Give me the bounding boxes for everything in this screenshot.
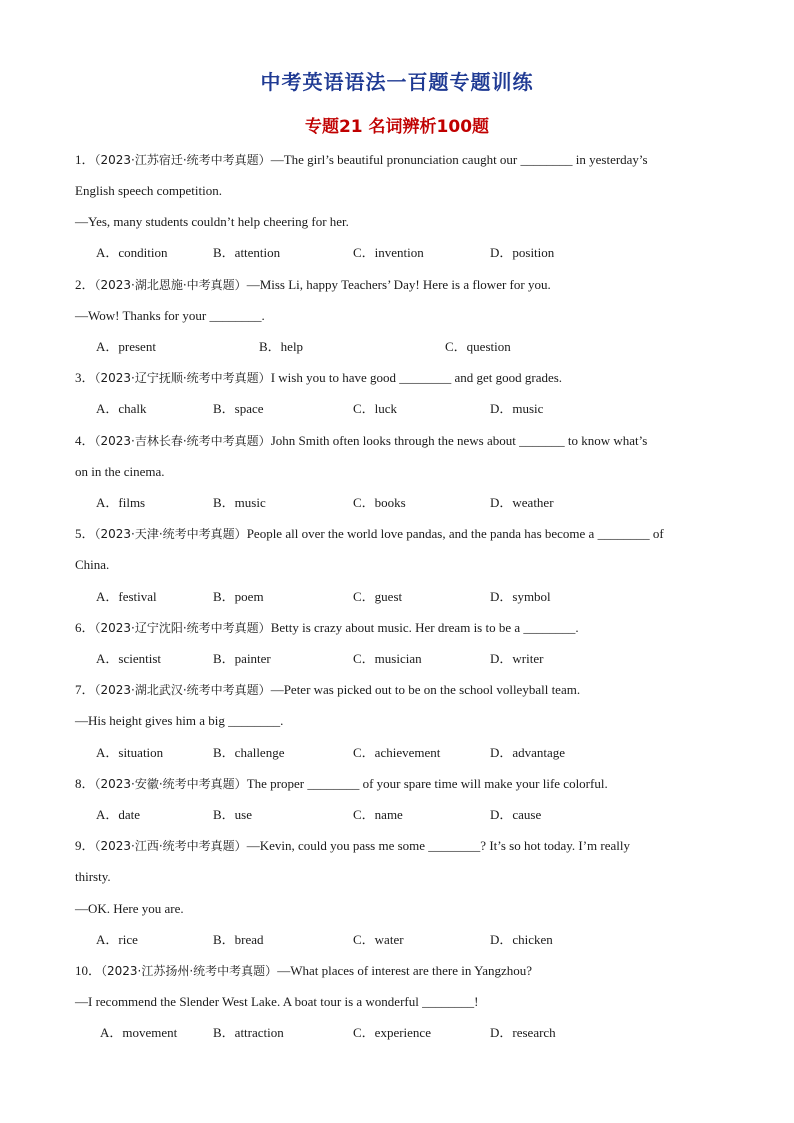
question-number: 9． [75, 838, 95, 853]
option-d: D．advantage [490, 745, 566, 760]
option-b: B．attraction [213, 1025, 284, 1040]
option-c: C．luck [353, 401, 398, 416]
question-source: （2023·江西·统考中考真题） [94, 839, 247, 853]
option-b: B．use [213, 807, 253, 822]
option-c: C．books [353, 495, 406, 510]
option-a: A．date [96, 807, 141, 822]
option-a: A．scientist [96, 651, 161, 666]
question-text-continued: —OK. Here you are. [75, 901, 184, 916]
option-c: C．name [353, 807, 403, 822]
question-6 [75, 620, 579, 636]
option-c: C．guest [353, 589, 403, 604]
question-text: —Peter was picked out to be on the school volleyball team. [270, 682, 581, 697]
question-3 [75, 370, 562, 386]
question-source: （2023·湖北恩施·中考真题） [94, 278, 247, 292]
question-text-continued: China. [75, 557, 110, 572]
option-d: D．cause [490, 807, 542, 822]
question-10 [75, 963, 532, 979]
option-b: B．space [213, 401, 264, 416]
option-c: C．experience [353, 1025, 431, 1040]
option-b: B．bread [213, 932, 264, 947]
option-d: D．weather [490, 495, 554, 510]
option-c: C．achievement [353, 745, 441, 760]
option-a: A．situation [96, 745, 164, 760]
question-text-continued: thirsty. [75, 869, 111, 884]
question-source: （2023·辽宁沈阳·统考中考真题） [94, 621, 271, 635]
question-number: 7． [75, 682, 95, 697]
option-a: A．rice [96, 932, 138, 947]
question-text-continued: —I recommend the Slender West Lake. A boat tour is a wonderful ________! [75, 994, 479, 1009]
option-a: A．movement [100, 1025, 178, 1040]
option-d: D．chicken [490, 932, 553, 947]
question-text: —Kevin, could you pass me some ________? It’s so hot today. I’m really [246, 838, 631, 853]
question-text: The proper ________ of your spare time will make your life colorful. [246, 776, 608, 791]
option-a: A．chalk [96, 401, 147, 416]
question-source: （2023·吉林长春·统考中考真题） [94, 434, 271, 448]
question-text-continued: English speech competition. [75, 183, 222, 198]
question-source: （2023·江苏扬州·统考中考真题） [101, 964, 278, 978]
option-b: B．help [259, 339, 304, 354]
question-text-continued: —His height gives him a big ________. [75, 713, 284, 728]
question-source: （2023·天津·统考中考真题） [94, 527, 247, 541]
question-text: Betty is crazy about music. Her dream is to be a ________. [270, 620, 579, 635]
option-a: A．condition [96, 245, 168, 260]
question-source: （2023·安徽·统考中考真题） [94, 777, 247, 791]
option-a: A．films [96, 495, 146, 510]
option-a: A．festival [96, 589, 157, 604]
option-c: C．musician [353, 651, 422, 666]
option-b: B．painter [213, 651, 271, 666]
option-a: A．present [96, 339, 156, 354]
option-b: B．poem [213, 589, 264, 604]
option-d: D．research [490, 1025, 556, 1040]
option-b: B．music [213, 495, 266, 510]
question-1 [75, 152, 648, 168]
option-c: C．question [445, 339, 511, 354]
option-d: D．writer [490, 651, 544, 666]
option-d: D．position [490, 245, 555, 260]
question-number: 4． [75, 433, 95, 448]
option-d: D．symbol [490, 589, 551, 604]
option-c: C．invention [353, 245, 424, 260]
question-4 [75, 433, 647, 449]
question-text-continued: —Wow! Thanks for your ________. [75, 308, 265, 323]
question-number: 5． [75, 526, 95, 541]
question-text: John Smith often looks through the news about _______ to know what’s [270, 433, 648, 448]
question-number: 10． [75, 963, 102, 978]
document-subtitle: 专题21 名词辨析100题 [304, 117, 490, 137]
question-2 [75, 277, 551, 293]
option-b: B．challenge [213, 745, 285, 760]
question-9 [75, 838, 630, 854]
question-number: 6． [75, 620, 95, 635]
question-text: —What places of interest are there in Yangzhou? [277, 963, 533, 978]
option-b: B．attention [213, 245, 281, 260]
question-source: （2023·湖北武汉·统考中考真题） [94, 683, 271, 697]
question-text: —Miss Li, happy Teachers’ Day! Here is a flower for you. [246, 277, 551, 292]
question-5 [75, 526, 664, 542]
question-text-continued: —Yes, many students couldn’t help cheering for her. [75, 214, 349, 229]
question-text: —The girl’s beautiful pronunciation caught our ________ in yesterday’s [270, 152, 648, 167]
question-number: 2． [75, 277, 95, 292]
document-title: 中考英语语法一百题专题训练 [260, 70, 534, 94]
question-source: （2023·江苏宿迁·统考中考真题） [94, 153, 271, 167]
option-d: D．music [490, 401, 544, 416]
question-source: （2023·辽宁抚顺·统考中考真题） [94, 371, 271, 385]
question-number: 8． [75, 776, 95, 791]
question-number: 1． [75, 152, 95, 167]
question-text-continued: on in the cinema. [75, 464, 165, 479]
option-c: C．water [353, 932, 404, 947]
question-8 [75, 776, 608, 792]
question-number: 3． [75, 370, 95, 385]
question-text: I wish you to have good ________ and get good grades. [270, 370, 563, 385]
question-7 [75, 682, 580, 698]
question-text: People all over the world love pandas, and the panda has become a ________ of [246, 526, 664, 541]
